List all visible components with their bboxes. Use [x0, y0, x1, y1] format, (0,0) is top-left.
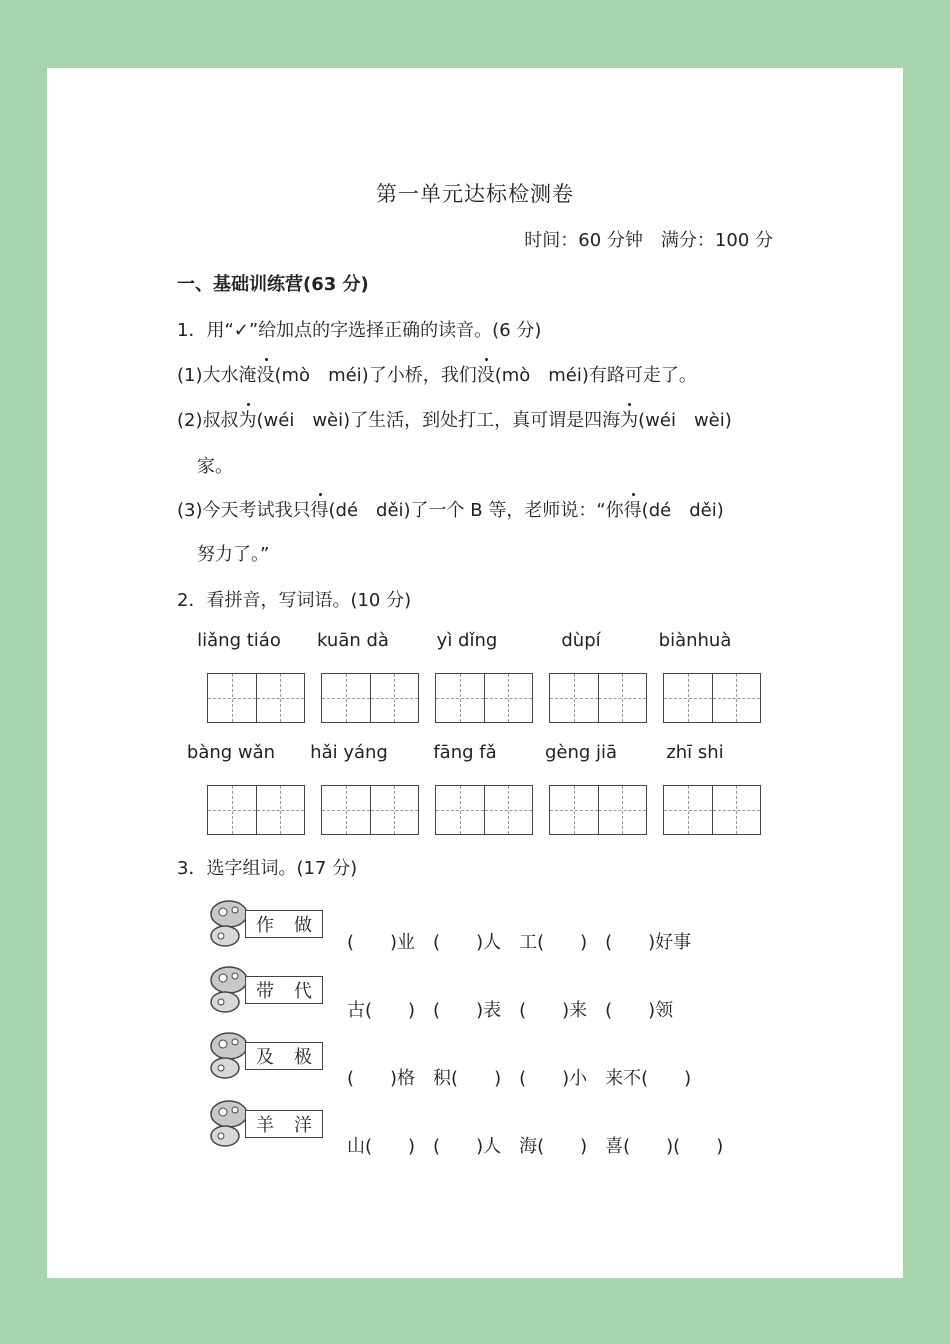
word-blanks: ( )业 ( )人 工( ) ( )好事 [347, 932, 692, 953]
q3-heading: 3．选字组词。(17 分) [177, 858, 358, 879]
text-segment: (1)大水淹 [177, 365, 257, 386]
q1-sentence-1 [177, 361, 697, 387]
q2-heading: 2．看拼音，写词语。(10 分) [177, 590, 412, 611]
dotted-char: 得 [624, 496, 642, 522]
dotted-char: 为 [239, 406, 257, 432]
writing-grid[interactable] [435, 785, 533, 835]
text-segment: (dé děi) [641, 500, 724, 521]
dotted-char: 得 [311, 496, 329, 522]
pinyin-label: liǎng tiáo [197, 630, 281, 651]
time-score-info: 时间：60 分钟 满分：100 分 [524, 230, 773, 251]
writing-grid[interactable] [663, 673, 761, 723]
text-segment: (mò méi)了小桥，我们 [274, 365, 477, 386]
pinyin-label: biànhuà [658, 630, 732, 651]
worksheet-paper [47, 68, 903, 1278]
writing-grid[interactable] [321, 673, 419, 723]
writing-grid[interactable] [321, 785, 419, 835]
text-segment: (dé děi)了一个 B 等，老师说：“你 [328, 500, 624, 521]
choice-char: 及 [256, 1047, 274, 1068]
writing-grid[interactable] [663, 785, 761, 835]
q1-sentence-2 [177, 406, 732, 432]
butterfly-char-card [207, 1030, 327, 1086]
section-heading: 一、基础训练营(63 分) [177, 274, 369, 295]
writing-grid[interactable] [549, 673, 647, 723]
pinyin-label: fāng fǎ [433, 742, 497, 763]
q1-sentence-2-continued: 家。 [197, 456, 233, 477]
pinyin-label: gèng jiā [544, 742, 618, 763]
pinyin-label: zhī shi [666, 742, 724, 763]
dotted-char: 没 [257, 361, 275, 387]
writing-grid[interactable] [549, 785, 647, 835]
pinyin-label: kuān dà [317, 630, 389, 651]
text-segment: (3)今天考试我只 [177, 500, 311, 521]
writing-grid[interactable] [207, 785, 305, 835]
choice-char: 羊 [256, 1115, 274, 1136]
choice-char: 作 [256, 915, 274, 936]
page-title: 第一单元达标检测卷 [376, 182, 574, 206]
dotted-char: 为 [620, 406, 638, 432]
writing-grid[interactable] [435, 673, 533, 723]
q1-heading: 1．用“✓”给加点的字选择正确的读音。(6 分) [177, 320, 542, 341]
pinyin-label: bàng wǎn [186, 742, 276, 763]
choice-char: 洋 [294, 1115, 312, 1136]
pinyin-label: dùpí [561, 630, 601, 651]
pinyin-label: hǎi yáng [310, 742, 388, 763]
text-segment: (2)叔叔 [177, 410, 239, 431]
butterfly-char-card [207, 898, 327, 954]
choice-char: 带 [256, 981, 274, 1002]
text-segment: (wéi wèi) [638, 410, 732, 431]
butterfly-char-card [207, 1098, 327, 1154]
char-choice-tag [245, 1110, 323, 1138]
word-blanks: 山( ) ( )人 海( ) 喜( )( ) [347, 1136, 724, 1157]
writing-grid[interactable] [207, 673, 305, 723]
char-choice-tag [245, 976, 323, 1004]
q1-sentence-3 [177, 496, 724, 522]
text-segment: (mò méi)有路可走了。 [494, 365, 697, 386]
pinyin-label: yì dǐng [436, 630, 498, 651]
butterfly-char-card [207, 964, 327, 1020]
word-blanks: 古( ) ( )表 ( )来 ( )领 [347, 1000, 674, 1021]
choice-char: 极 [294, 1047, 312, 1068]
char-choice-tag [245, 910, 323, 938]
word-blanks: ( )格 积( ) ( )小 来不( ) [347, 1068, 692, 1089]
choice-char: 做 [294, 915, 312, 936]
choice-char: 代 [294, 981, 312, 1002]
q1-sentence-3-continued: 努力了。” [197, 544, 270, 565]
char-choice-tag [245, 1042, 323, 1070]
dotted-char: 没 [477, 361, 495, 387]
text-segment: (wéi wèi)了生活，到处打工，真可谓是四海 [256, 410, 621, 431]
